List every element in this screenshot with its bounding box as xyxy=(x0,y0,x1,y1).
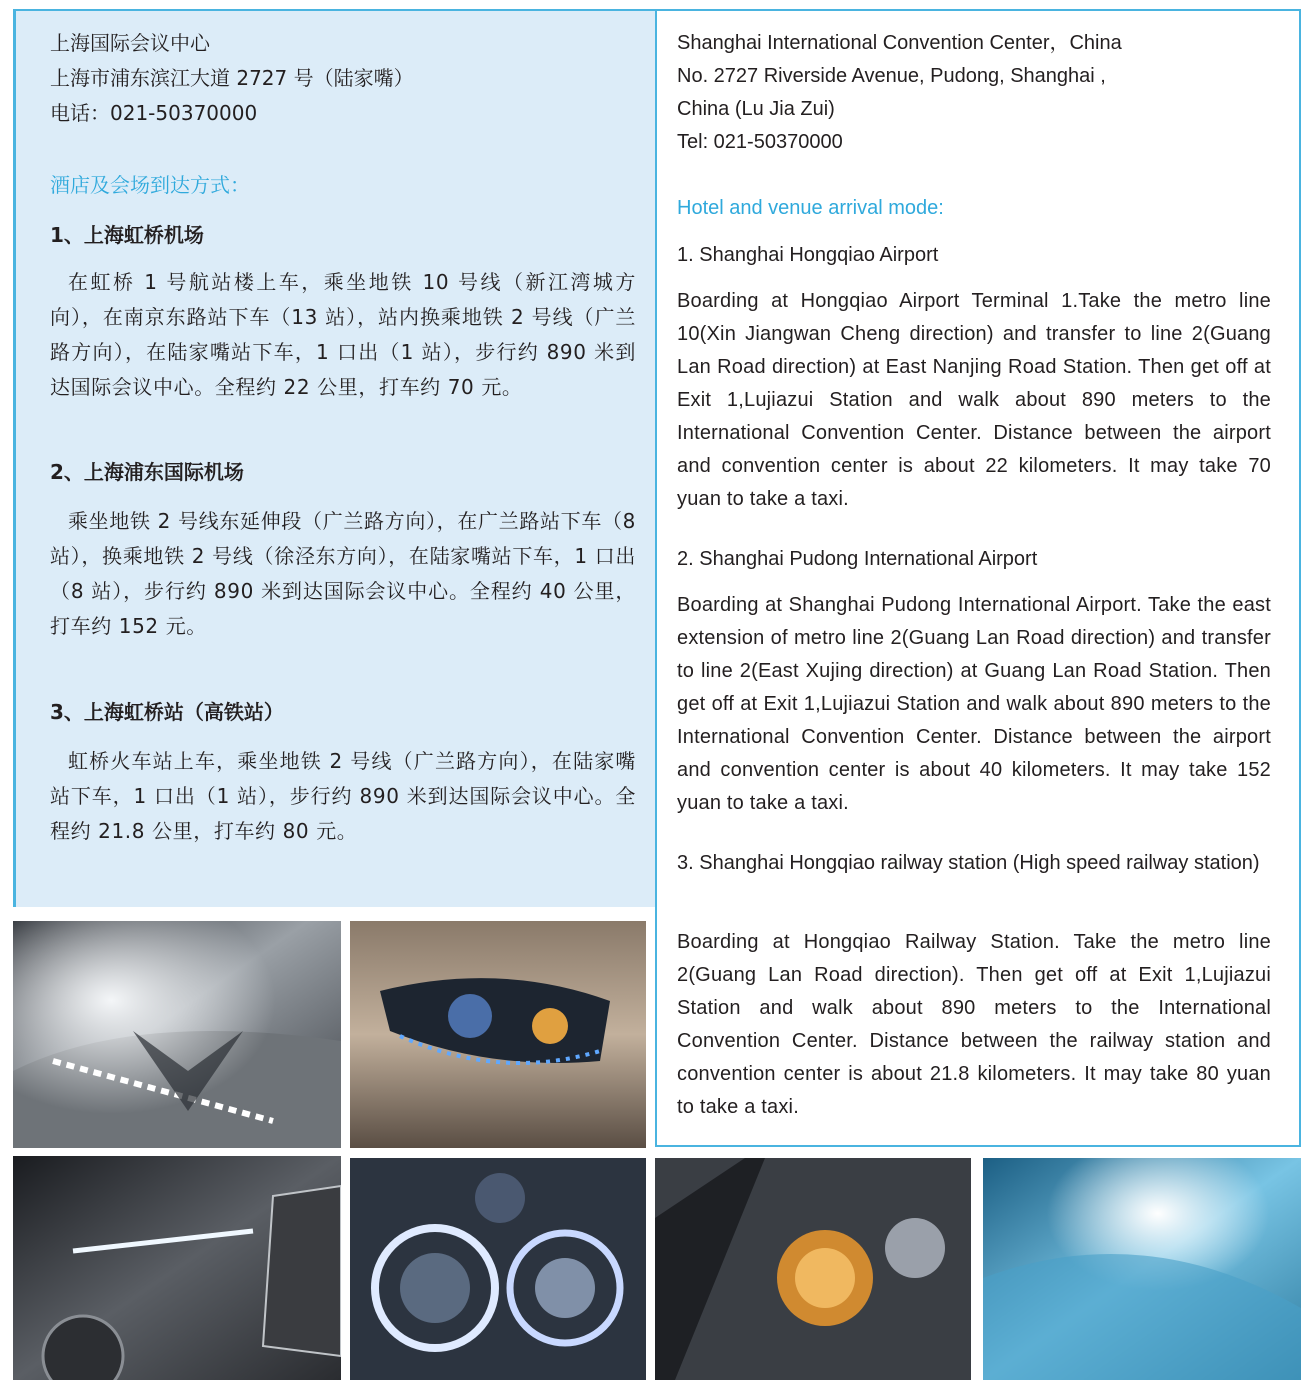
headlight-projector-photo xyxy=(350,1158,646,1380)
venue-address-line: No. 2727 Riverside Avenue, Pudong, Shanghai , xyxy=(677,65,1106,87)
section-heading: 2. Shanghai Pudong International Airport xyxy=(677,548,1038,570)
venue-phone: 电话：021-50370000 xyxy=(50,101,258,125)
venue-address-line: China (Lu Jia Zui) xyxy=(677,98,835,120)
section-heading: 3. Shanghai Hongqiao railway station (High speed railway station) xyxy=(677,852,1260,874)
section-body: 乘坐地铁 2 号线东延伸段（广兰路方向），在广兰路站下车（8 站），换乘地铁 2 号线（徐泾东方向），在陆家嘴站下车，1 口出（8 站），步行约 890 米到达国际会议中心。全程约 40 公里，打车约 152 元。 xyxy=(50,509,636,638)
section-body: Boarding at Shanghai Pudong International Airport. Take the east extension of metro line 2(Guang Lan Road direction) and transfer to line 2(East Xujing direction) at Guang Lan Road Station. Then get off at Exit 1,Lujiazui Station and walk about 890 meters to the International Convention Center. Distance between the airport and convention center is about 40 kilometers. It may take 152 yuan to take a taxi. xyxy=(677,594,1271,814)
arrival-title: 酒店及会场到达方式： xyxy=(50,173,250,197)
section-heading: 2、上海浦东国际机场 xyxy=(50,460,244,484)
venue-address: 上海市浦东滨江大道 2727 号（陆家嘴） xyxy=(50,66,414,90)
section-body: Boarding at Hongqiao Railway Station. Take the metro line 2(Guang Lan Road direction). Then get off at Exit 1,Lujiazui Station and walk about 890 meters to the International Convention Center. Distance between the railway station and convention center is about 21.8 kilometers. It may take 80 yuan to take a taxi. xyxy=(677,931,1271,1118)
chinese-info-panel xyxy=(13,9,655,907)
section-body: 虹桥火车站上车，乘坐地铁 2 号线（广兰路方向），在陆家嘴站下车，1 口出（1 站），步行约 890 米到达国际会议中心。全程约 21.8 公里，打车约 80 元。 xyxy=(50,749,636,843)
section-body: 在虹桥 1 号航站楼上车，乘坐地铁 10 号线（新江湾城方向），在南京东路站下车（13 站），站内换乘地铁 2 号线（广兰路方向），在陆家嘴站下车，1 口出（1 站），步行约 890 米到达国际会议中心。全程约 22 公里，打车约 70 元。 xyxy=(50,270,636,399)
venue-name: 上海国际会议中心 xyxy=(50,31,210,55)
section-heading: 3、上海虹桥站（高铁站） xyxy=(50,700,284,724)
car-headlight-photo xyxy=(350,921,646,1148)
car-front-photo xyxy=(13,921,341,1148)
car-grille-photo xyxy=(13,1156,341,1380)
section-heading: 1、上海虹桥机场 xyxy=(50,223,204,247)
arrival-title: Hotel and venue arrival mode: xyxy=(677,197,944,219)
headlight-amber-photo xyxy=(655,1158,971,1380)
section-body: Boarding at Hongqiao Airport Terminal 1.Take the metro line 10(Xin Jiangwan Cheng direction) and transfer to line 2(Guang Lan Road direction) at East Nanjing Road Station. Then get off at Exit 1,Lujiazui Station and walk about 890 meters to the International Convention Center. Distance between the airport and convention center is about 22 kilometers. It may take 70 yuan to take a taxi. xyxy=(677,290,1271,510)
section-heading: 1. Shanghai Hongqiao Airport xyxy=(677,244,939,266)
venue-name: Shanghai International Convention Center，China xyxy=(677,32,1122,54)
english-info-panel xyxy=(655,9,1301,1147)
car-blue-headlight-photo xyxy=(983,1158,1301,1380)
venue-phone: Tel: 021-50370000 xyxy=(677,131,843,153)
